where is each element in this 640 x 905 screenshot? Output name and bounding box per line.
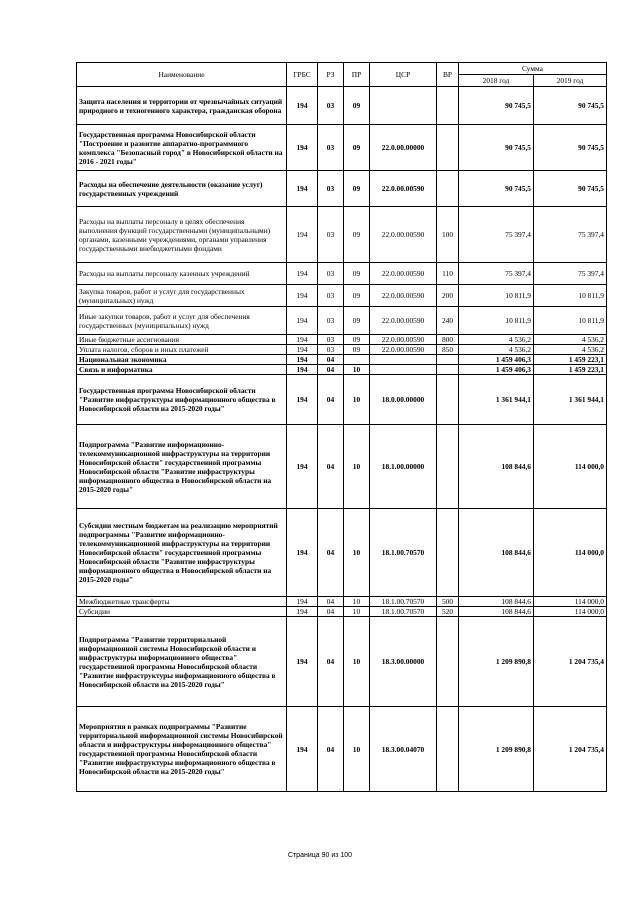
row-grbs: 194	[287, 307, 318, 335]
header-year-2019: 2019 год	[534, 75, 607, 87]
header-rz: РЗ	[318, 63, 344, 87]
row-sum-2018: 90 745,5	[459, 171, 534, 207]
row-sum-2019: 1 361 944,1	[534, 375, 607, 425]
row-sum-2019: 1 204 735,4	[534, 617, 607, 707]
row-rz: 04	[318, 607, 344, 617]
row-grbs: 194	[287, 607, 318, 617]
row-pr	[344, 355, 370, 365]
row-name: Подпрограмма "Развитие территориальной информационной системы Новосибирской области и инфраструктуры информационного общества" государственной программы Новосибирской области "Развитие инфраструктуры информационного общества в Новосибирской области на 2015-2020 годы"	[77, 617, 287, 707]
row-rz: 04	[318, 707, 344, 792]
header-grbs: ГРБС	[287, 63, 318, 87]
row-grbs: 194	[287, 425, 318, 509]
header-year-2018: 2018 год	[459, 75, 534, 87]
row-csr: 22.0.00.00000	[370, 125, 437, 171]
table-row	[77, 597, 607, 607]
row-sum-2019: 1 204 735,4	[534, 707, 607, 792]
row-rz: 03	[318, 125, 344, 171]
row-sum-2018: 1 209 890,8	[459, 617, 534, 707]
row-vr	[437, 425, 459, 509]
row-sum-2018: 1 459 406,3	[459, 365, 534, 375]
row-pr: 10	[344, 597, 370, 607]
row-sum-2018: 108 844,6	[459, 425, 534, 509]
row-pr: 10	[344, 707, 370, 792]
row-rz: 03	[318, 207, 344, 263]
row-name: Мероприятия в рамках подпрограммы "Развитие территориальной информационной системы Новосибирской области и инфраструктуры информационного общества" государственной программы Новосибирской области "Развитие инфраструктуры информационного общества в Новосибирской области на 2015-2020 годы"	[77, 707, 287, 792]
row-name: Расходы на выплаты персоналу казенных учреждений	[77, 263, 287, 285]
table-row	[77, 425, 607, 509]
row-sum-2019: 75 397,4	[534, 263, 607, 285]
row-pr: 09	[344, 345, 370, 355]
row-sum-2019: 114 000,0	[534, 597, 607, 607]
row-name: Национальная экономика	[77, 355, 287, 365]
row-name: Межбюджетные трансферты	[77, 597, 287, 607]
table-row	[77, 335, 607, 345]
row-name: Субсидии	[77, 607, 287, 617]
row-csr: 18.3.00.00000	[370, 617, 437, 707]
row-vr: 500	[437, 597, 459, 607]
row-vr	[437, 617, 459, 707]
header-name: Наименование	[77, 63, 287, 87]
row-grbs: 194	[287, 707, 318, 792]
row-pr: 09	[344, 307, 370, 335]
row-csr: 18.0.00.00000	[370, 375, 437, 425]
table-row	[77, 207, 607, 263]
row-pr: 09	[344, 263, 370, 285]
row-grbs: 194	[287, 365, 318, 375]
table-row	[77, 707, 607, 792]
row-sum-2018: 75 397,4	[459, 207, 534, 263]
row-vr: 240	[437, 307, 459, 335]
table-row	[77, 365, 607, 375]
row-vr: 520	[437, 607, 459, 617]
row-sum-2018: 75 397,4	[459, 263, 534, 285]
row-sum-2018: 4 536,2	[459, 335, 534, 345]
row-csr: 22.0.00.00590	[370, 307, 437, 335]
row-pr: 10	[344, 617, 370, 707]
row-vr: 100	[437, 207, 459, 263]
row-sum-2019: 90 745,5	[534, 171, 607, 207]
row-pr: 10	[344, 375, 370, 425]
row-csr: 18.1.00.70570	[370, 607, 437, 617]
row-pr: 09	[344, 285, 370, 307]
row-grbs: 194	[287, 355, 318, 365]
row-name: Государственная программа Новосибирской области "Построение и развитие аппаратно-программного комплекса "Безопасный город" в Новосибирской области на 2016 - 2021 годы"	[77, 125, 287, 171]
table-row	[77, 87, 607, 125]
row-name: Расходы на выплаты персоналу в целях обеспечения выполнения функций государственными (муниципальными) органами, казенными учреждениями, органами управления государственными внебюджетными фондами	[77, 207, 287, 263]
row-pr: 09	[344, 335, 370, 345]
row-csr	[370, 87, 437, 125]
header-vr: ВР	[437, 63, 459, 87]
row-pr: 10	[344, 365, 370, 375]
row-sum-2019: 10 811,9	[534, 285, 607, 307]
row-name: Государственная программа Новосибирской области "Развитие инфраструктуры информационного общества в Новосибирской области на 2015-2020 годы"	[77, 375, 287, 425]
row-pr: 10	[344, 425, 370, 509]
row-rz: 03	[318, 285, 344, 307]
row-csr: 22.0.00.00590	[370, 345, 437, 355]
row-sum-2019: 1 459 223,1	[534, 365, 607, 375]
row-sum-2019: 114 000,0	[534, 509, 607, 597]
row-name: Связь и информатика	[77, 365, 287, 375]
row-grbs: 194	[287, 375, 318, 425]
header-pr: ПР	[344, 63, 370, 87]
row-rz: 03	[318, 335, 344, 345]
row-rz: 04	[318, 617, 344, 707]
row-sum-2018: 108 844,6	[459, 607, 534, 617]
row-rz: 03	[318, 345, 344, 355]
row-vr: 200	[437, 285, 459, 307]
row-sum-2018: 4 536,2	[459, 345, 534, 355]
row-sum-2018: 1 209 890,8	[459, 707, 534, 792]
row-name: Иные бюджетные ассигнования	[77, 335, 287, 345]
row-name: Защита населения и территории от чрезвычайных ситуаций природного и техногенного характера, гражданская оборона	[77, 87, 287, 125]
row-sum-2019: 1 459 223,1	[534, 355, 607, 365]
row-vr: 110	[437, 263, 459, 285]
page-footer: Страница 90 из 100	[287, 852, 353, 859]
row-name: Иные закупки товаров, работ и услуг для обеспечения государственных (муниципальных) нужд	[77, 307, 287, 335]
row-vr	[437, 375, 459, 425]
row-pr: 10	[344, 509, 370, 597]
table-row	[77, 307, 607, 335]
row-rz: 04	[318, 597, 344, 607]
row-csr: 22.0.00.00590	[370, 335, 437, 345]
row-sum-2019: 114 000,0	[534, 425, 607, 509]
row-grbs: 194	[287, 597, 318, 607]
row-grbs: 194	[287, 207, 318, 263]
row-sum-2019: 4 536,2	[534, 335, 607, 345]
row-rz: 04	[318, 425, 344, 509]
row-grbs: 194	[287, 509, 318, 597]
table-row	[77, 125, 607, 171]
table-row	[77, 607, 607, 617]
row-sum-2019: 90 745,5	[534, 87, 607, 125]
row-name: Расходы на обеспечение деятельности (оказание услуг) государственных учреждений	[77, 171, 287, 207]
row-sum-2018: 90 745,5	[459, 125, 534, 171]
row-rz: 03	[318, 171, 344, 207]
header-sum: Сумма	[459, 63, 607, 75]
row-vr	[437, 365, 459, 375]
table-row	[77, 617, 607, 707]
table-body	[77, 87, 607, 792]
row-rz: 03	[318, 263, 344, 285]
row-csr: 22.0.00.00590	[370, 263, 437, 285]
table-row	[77, 171, 607, 207]
row-pr: 09	[344, 87, 370, 125]
row-rz: 04	[318, 355, 344, 365]
row-sum-2018: 1 361 944,1	[459, 375, 534, 425]
row-csr	[370, 365, 437, 375]
table-row	[77, 345, 607, 355]
row-name: Субсидии местным бюджетам на реализацию мероприятий подпрограммы "Развитие информационно-телекоммуникационной инфраструктуры на территории Новосибирской области" государственной программы Новосибирской области "Развитие инфраструктуры информационного общества в Новосибирской области на 2015-2020 годы"	[77, 509, 287, 597]
row-csr: 22.0.00.00590	[370, 171, 437, 207]
row-csr: 18.1.00.70570	[370, 597, 437, 607]
row-sum-2018: 1 459 406,3	[459, 355, 534, 365]
header-csr: ЦСР	[370, 63, 437, 87]
row-vr: 850	[437, 345, 459, 355]
row-rz: 03	[318, 307, 344, 335]
table-row	[77, 509, 607, 597]
row-pr: 09	[344, 125, 370, 171]
row-grbs: 194	[287, 617, 318, 707]
row-sum-2018: 108 844,6	[459, 509, 534, 597]
row-csr	[370, 355, 437, 365]
row-vr	[437, 355, 459, 365]
table-row	[77, 285, 607, 307]
row-rz: 04	[318, 509, 344, 597]
table-row	[77, 375, 607, 425]
row-vr	[437, 125, 459, 171]
table-row	[77, 263, 607, 285]
row-rz: 03	[318, 87, 344, 125]
row-csr: 18.1.00.00000	[370, 425, 437, 509]
row-grbs: 194	[287, 285, 318, 307]
row-name: Подпрограмма "Развитие информационно-телекоммуникационной инфраструктуры на территории Новосибирской области" государственной программы Новосибирской области "Развитие инфраструктуры информационного общества в Новосибирской области на 2015-2020 годы"	[77, 425, 287, 509]
row-sum-2019: 75 397,4	[534, 207, 607, 263]
row-vr	[437, 171, 459, 207]
row-grbs: 194	[287, 87, 318, 125]
row-pr: 10	[344, 607, 370, 617]
row-sum-2018: 108 844,6	[459, 597, 534, 607]
row-grbs: 194	[287, 335, 318, 345]
row-sum-2019: 90 745,5	[534, 125, 607, 171]
row-csr: 22.0.00.00590	[370, 285, 437, 307]
row-csr: 18.3.00.04070	[370, 707, 437, 792]
row-grbs: 194	[287, 171, 318, 207]
row-pr: 09	[344, 171, 370, 207]
row-sum-2019: 10 811,9	[534, 307, 607, 335]
row-name: Уплата налогов, сборов и иных платежей	[77, 345, 287, 355]
row-grbs: 194	[287, 263, 318, 285]
row-name: Закупка товаров, работ и услуг для государственных (муниципальных) нужд	[77, 285, 287, 307]
row-csr: 22.0.00.00590	[370, 207, 437, 263]
row-sum-2019: 4 536,2	[534, 345, 607, 355]
row-vr	[437, 707, 459, 792]
row-sum-2019: 114 000,0	[534, 607, 607, 617]
row-sum-2018: 90 745,5	[459, 87, 534, 125]
row-sum-2018: 10 811,9	[459, 307, 534, 335]
row-rz: 04	[318, 375, 344, 425]
row-vr: 800	[437, 335, 459, 345]
row-vr	[437, 509, 459, 597]
budget-table	[76, 62, 607, 792]
row-csr: 18.1.00.70570	[370, 509, 437, 597]
row-rz: 04	[318, 365, 344, 375]
row-grbs: 194	[287, 125, 318, 171]
row-pr: 09	[344, 207, 370, 263]
row-sum-2018: 10 811,9	[459, 285, 534, 307]
row-grbs: 194	[287, 345, 318, 355]
row-vr	[437, 87, 459, 125]
table-row	[77, 355, 607, 365]
